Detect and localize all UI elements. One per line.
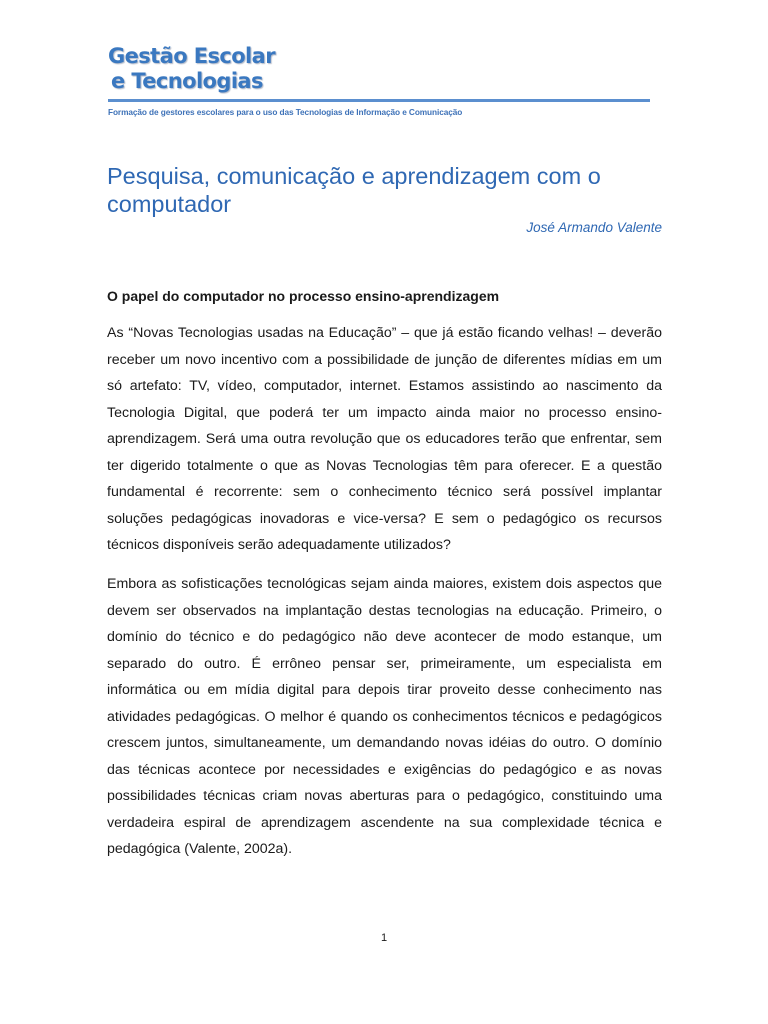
- section-heading: O papel do computador no processo ensino-aprendizagem: [107, 288, 500, 304]
- page-header: [108, 44, 653, 117]
- page-number: 1: [380, 932, 388, 944]
- logo-line-1: Gestão Escolar: [108, 44, 275, 68]
- logo: [108, 44, 653, 94]
- header-divider: [108, 99, 650, 102]
- body-paragraph-2: Embora as sofisticações tecnológicas sejam ainda maiores, existem dois aspectos que devem ser observados na implantação destas tecnologias na educação. Primeiro, o domínio do técnico e do pedagógico não deve acontecer de modo estanque, um separado do outro. É errôneo pensar ser, primeiramente, um especialista em informática ou em mídia digital para depois tirar proveito desse conhecimento nas atividades pedagógicas. O melhor é quando os conhecimentos técnicos e pedagógicos crescem juntos, simultaneamente, um demandando novas idéias do outro. O domínio das técnicas acontece por necessidades e exigências do pedagógico e as novas possibilidades técnicas criam novas aberturas para o pedagógico, constituindo uma verdadeira espiral de aprendizagem ascendente na sua complexidade técnica e pedagógica (Valente, 2002a).: [107, 576, 662, 857]
- body-paragraph-1: As “Novas Tecnologias usadas na Educação” – que já estão ficando velhas! – deverão receber um novo incentivo com a possibilidade de junção de diferentes mídias em um só artefato: TV, vídeo, computador, internet. Estamos assistindo ao nascimento da Tecnologia Digital, que poderá ter um impacto ainda maior no processo ensino-aprendizagem. Será uma outra revolução que os educadores terão que enfrentar, sem ter digerido totalmente o que as Novas Tecnologias têm para oferecer. E a questão fundamental é recorrente: sem o conhecimento técnico será possível implantar soluções pedagógicas inovadoras e vice-versa? E sem o pedagógico os recursos técnicos disponíveis serão adequadamente utilizados?: [107, 325, 662, 553]
- logo-line-2: e Tecnologias: [111, 69, 263, 93]
- header-tagline: Formação de gestores escolares para o uso das Tecnologias de Informação e Comunicação: [108, 107, 463, 117]
- document-title: Pesquisa, comunicação e aprendizagem com o computador: [107, 163, 601, 217]
- author-name: José Armando Valente: [526, 220, 662, 235]
